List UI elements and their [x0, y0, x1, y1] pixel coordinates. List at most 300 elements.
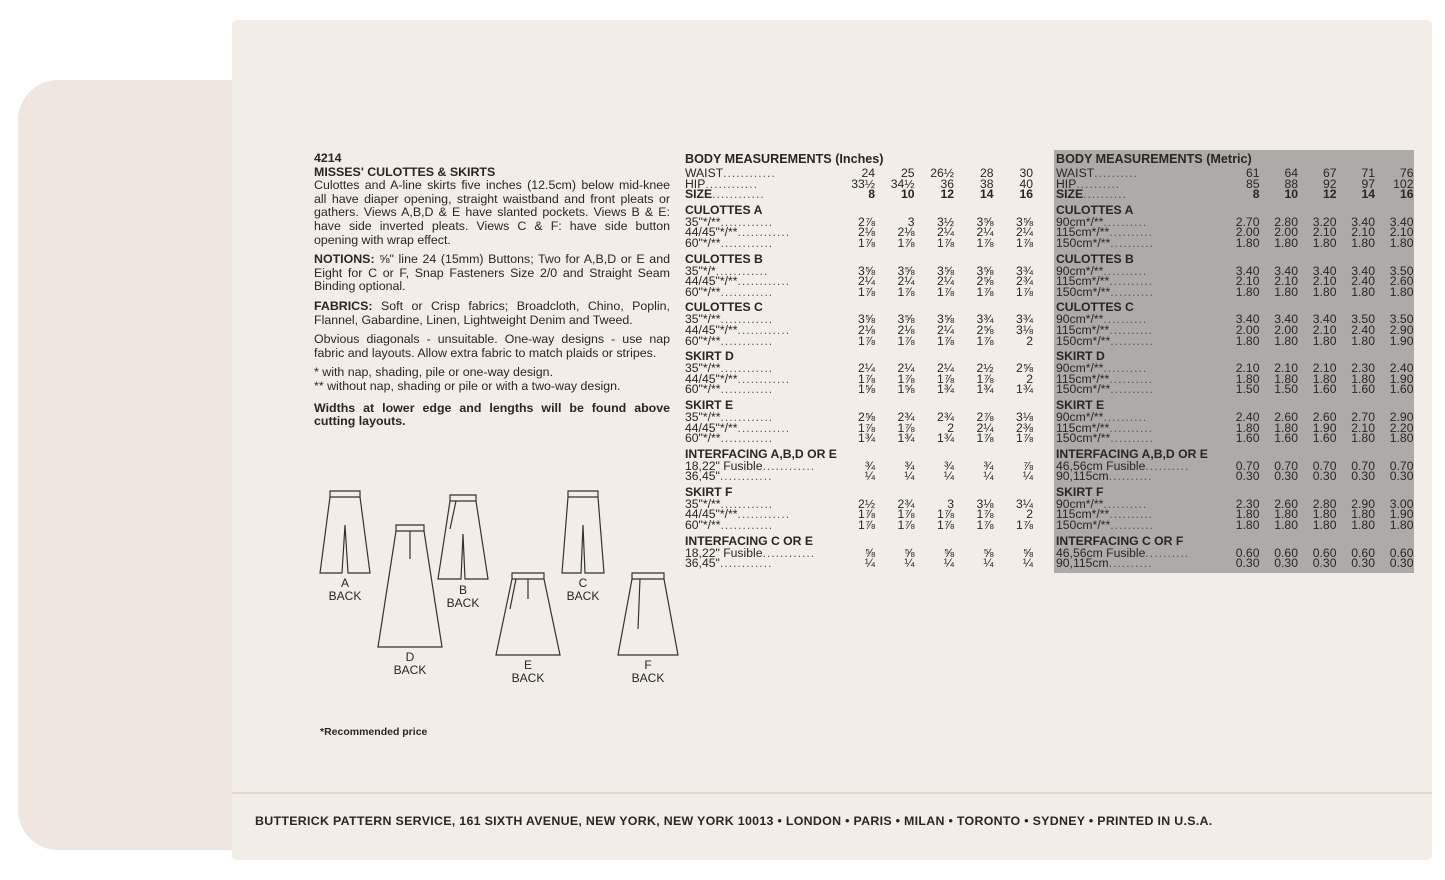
leader-dots: ............: [715, 263, 769, 278]
size-value: 2¼: [858, 361, 875, 376]
size-value: 2.90: [1389, 322, 1414, 337]
leader-dots: ............: [720, 214, 774, 229]
size-value: 2.40: [1351, 274, 1375, 289]
row-values: [836, 471, 1034, 482]
size-value: 14: [979, 187, 994, 202]
size-value: 0.60: [1312, 545, 1337, 560]
size-value: 2.20: [1389, 420, 1414, 435]
measurement-row: [685, 189, 1033, 200]
size-value: 2.80: [1274, 214, 1298, 229]
size-value: 3⅝: [897, 263, 915, 278]
size-value: 88: [1284, 176, 1298, 191]
size-value: 3.20: [1312, 214, 1337, 229]
leader-dots: ............: [720, 496, 774, 511]
size-value: ⅞: [1022, 458, 1033, 473]
size-value: 2.60: [1274, 496, 1298, 511]
size-value: 2.00: [1274, 322, 1298, 337]
row-label-text: 150cm*/**: [1056, 382, 1111, 397]
size-value: 1⅞: [937, 518, 954, 533]
size-value: 64: [1284, 166, 1298, 180]
size-value: 1¾: [1016, 382, 1033, 397]
size-value: 0.70: [1351, 458, 1375, 473]
culotte-c-drawing: [548, 485, 618, 577]
size-value: 2.00: [1235, 322, 1260, 337]
size-value: 2.80: [1312, 496, 1337, 511]
description-text: Culottes and A-line skirts five inches (12.5cm) below mid-knee all have diaper opening, straight waistband and front pleats or gathers. Views A,B,D & E have slanted pockets. Views B & E: have side inverted pleats. Views C & F: have side button opening with wrap effect.: [314, 178, 670, 247]
leader-dots: ............: [762, 545, 816, 560]
section-heading: SKIRT D: [1056, 349, 1105, 364]
size-value: 2.10: [1389, 225, 1414, 240]
measurement-row: [1054, 471, 1414, 482]
size-value: 1⅞: [937, 507, 954, 522]
size-value: 3.40: [1235, 263, 1260, 278]
leader-dots: ..........: [1083, 187, 1127, 202]
measurement-row: [1054, 284, 1414, 299]
size-value: 0.60: [1351, 545, 1375, 560]
size-value: 2¼: [897, 361, 915, 376]
view-a: [310, 485, 380, 603]
fabrics-text: Soft or Crisp fabrics; Broadcloth, Chino, Poplin, Flannel, Gabardine, Linen, Lightweight Denim and Tweed.: [314, 298, 670, 327]
size-value: 1.80: [1235, 518, 1260, 533]
leader-dots: ............: [737, 225, 791, 240]
size-value: 1⅞: [1016, 518, 1033, 533]
size-value: 2¼: [976, 420, 994, 435]
row-label-text: WAIST: [1056, 166, 1095, 180]
size-value: 1⅝: [858, 382, 875, 397]
section-heading: SKIRT F: [1056, 484, 1104, 499]
size-value: 1⅞: [937, 235, 954, 250]
view-d-label: BACK: [393, 663, 427, 677]
size-value: 3.40: [1312, 312, 1337, 327]
leader-dots: ............: [737, 371, 791, 386]
size-value: 1.80: [1274, 333, 1298, 348]
size-value: 3⅝: [1016, 214, 1033, 229]
row-label: [1056, 558, 1221, 569]
row-label-text: 46,56cm Fusible: [1056, 545, 1146, 560]
row-label-text: SIZE: [685, 187, 713, 202]
size-value: 1⅞: [937, 371, 954, 386]
size-value: 0.30: [1235, 469, 1260, 484]
row-label: [685, 189, 835, 200]
measurement-row: [1054, 520, 1414, 531]
view-c-label: BACK: [566, 589, 600, 603]
row-values: [836, 189, 1034, 200]
size-value: 1.80: [1312, 518, 1337, 533]
price-note: *Recommended price: [320, 726, 428, 738]
leader-dots: ..........: [1109, 322, 1154, 337]
row-values: [1221, 433, 1414, 444]
measurement-row: [685, 471, 1033, 482]
leader-dots: ............: [720, 284, 774, 299]
row-label-text: 115cm*/**: [1056, 371, 1110, 386]
leader-dots: ............: [719, 469, 773, 484]
size-value: 0.60: [1274, 545, 1298, 560]
size-value: 2¼: [858, 274, 875, 289]
size-value: 3⅛: [1016, 322, 1033, 337]
size-value: 2.90: [1389, 409, 1414, 424]
row-values: [836, 520, 1034, 531]
leader-dots: ............: [762, 458, 816, 473]
leader-dots: ............: [720, 518, 774, 533]
row-label-text: 115cm*/**: [1056, 274, 1110, 289]
size-value: 2⅛: [897, 225, 915, 240]
size-value: 1.80: [1235, 507, 1260, 522]
size-value: 1⅞: [976, 333, 994, 348]
row-values: [836, 235, 1034, 250]
row-label: [685, 235, 835, 250]
size-value: 1.80: [1274, 284, 1298, 299]
leader-dots: ............: [720, 312, 774, 327]
size-value: 1.80: [1389, 284, 1414, 299]
leader-dots: ..........: [1103, 496, 1148, 511]
metric-yardage-table: [1054, 150, 1414, 573]
size-value: 1.90: [1389, 333, 1414, 348]
size-value: 2¼: [976, 225, 994, 240]
size-value: 38: [979, 176, 994, 191]
size-value: 1⅞: [897, 420, 915, 435]
row-values: [1221, 333, 1414, 348]
size-value: 1.80: [1235, 420, 1260, 435]
size-value: ⅝: [864, 545, 875, 560]
row-label-text: 150cm*/**: [1056, 284, 1111, 299]
leader-dots: ..........: [1109, 507, 1154, 522]
row-label: [685, 520, 835, 531]
row-label-text: 44/45"*/**: [685, 420, 738, 435]
size-value: 1.90: [1389, 371, 1414, 386]
leader-dots: ..........: [1110, 431, 1155, 446]
leader-dots: ............: [719, 556, 773, 571]
row-label-text: 60"*/**: [685, 431, 721, 446]
section-heading: CULOTTES B: [1056, 251, 1134, 266]
row-label-text: 90cm*/**: [1056, 263, 1104, 278]
size-value: 1.90: [1312, 420, 1337, 435]
size-value: 3⅝: [858, 263, 875, 278]
row-label: [685, 433, 835, 444]
size-value: 26½: [930, 166, 954, 180]
leader-dots: ............: [712, 187, 765, 202]
size-value: 0.70: [1274, 458, 1298, 473]
section-heading: INTERFACING C OR E: [685, 533, 813, 548]
size-value: 24: [861, 166, 875, 180]
size-value: ¾: [943, 458, 954, 473]
size-value: 0.70: [1235, 458, 1260, 473]
measurement-row: [1054, 189, 1414, 200]
size-value: 1.60: [1274, 431, 1298, 446]
leader-dots: ............: [720, 431, 774, 446]
leader-dots: ..........: [1110, 518, 1155, 533]
size-value: 1⅞: [976, 284, 994, 299]
leader-dots: ..........: [1103, 312, 1148, 327]
leader-dots: ............: [737, 420, 791, 435]
size-value: ¼: [864, 556, 875, 571]
pattern-description: [314, 152, 670, 435]
size-value: 0.30: [1274, 556, 1298, 571]
size-value: 0.30: [1312, 469, 1337, 484]
section-heading: INTERFACING A,B,D OR E: [685, 446, 837, 461]
size-value: 1.60: [1389, 382, 1414, 397]
view-a-label: BACK: [328, 589, 362, 603]
fabrics-label: FABRICS:: [314, 298, 373, 313]
row-label-text: 90cm*/**: [1056, 214, 1104, 229]
size-value: 1.80: [1274, 371, 1298, 386]
size-value: 2.10: [1274, 361, 1298, 376]
row-values: [1221, 384, 1414, 395]
size-value: 0.70: [1389, 458, 1414, 473]
view-e: [490, 569, 566, 685]
size-value: 1⅞: [858, 333, 875, 348]
row-label-text: 60"*/**: [685, 235, 721, 250]
size-value: 1⅞: [858, 507, 875, 522]
leader-dots: ..........: [1076, 176, 1121, 191]
size-value: ¼: [983, 469, 994, 484]
size-value: 10: [900, 187, 915, 202]
size-value: 2.00: [1235, 225, 1260, 240]
size-value: 1⅞: [858, 284, 875, 299]
size-value: 40: [1019, 176, 1033, 191]
leader-dots: ............: [705, 176, 758, 191]
size-value: ¾: [983, 458, 994, 473]
size-value: 1.80: [1235, 333, 1260, 348]
row-label-text: SIZE: [1056, 187, 1084, 202]
publisher-footer: BUTTERICK PATTERN SERVICE, 161 SIXTH AVENUE, NEW YORK, NEW YORK 10013 • LONDON • PARIS • MILAN • TORONTO • SYDNEY • PRINTED IN U.S.A.: [255, 814, 1213, 828]
size-value: 8: [868, 187, 875, 202]
size-value: 1⅞: [858, 420, 875, 435]
size-value: 2¾: [937, 409, 954, 424]
notions-paragraph: [314, 253, 670, 294]
size-value: 1⅞: [897, 507, 915, 522]
section-heading: CULOTTES B: [685, 251, 763, 266]
size-value: 3⅝: [976, 263, 994, 278]
section-heading: INTERFACING C OR F: [1056, 533, 1184, 548]
section-heading: SKIRT D: [685, 349, 734, 364]
row-label: [685, 284, 835, 299]
row-label: [1056, 384, 1221, 395]
size-value: 1.80: [1312, 507, 1337, 522]
size-value: 1.60: [1351, 382, 1375, 397]
view-f: [610, 569, 686, 685]
row-label-text: 60"*/**: [685, 382, 721, 397]
size-value: 2.30: [1351, 361, 1375, 376]
row-label-text: 115cm*/**: [1056, 420, 1110, 435]
envelope-flap: [18, 80, 258, 850]
size-value: 2.70: [1351, 409, 1375, 424]
size-value: 1.80: [1389, 235, 1414, 250]
inches-table-title: BODY MEASUREMENTS (Inches): [685, 152, 884, 166]
size-value: 2½: [976, 361, 994, 376]
size-value: 1⅞: [976, 235, 994, 250]
size-value: 25: [900, 166, 915, 180]
measurement-row: [1054, 433, 1414, 444]
row-label: [1056, 189, 1221, 200]
size-value: 3⅝: [937, 263, 954, 278]
size-value: 2⅞: [858, 214, 875, 229]
size-value: 3.50: [1351, 312, 1375, 327]
row-label-text: 90cm*/**: [1056, 312, 1104, 327]
row-label: [1056, 284, 1221, 299]
leader-dots: ..........: [1109, 420, 1154, 435]
row-values: [1221, 189, 1414, 200]
diagonals-text: Obvious diagonals - unsuitable. One-way designs - use nap fabric and layouts. Allow extra fabric to match plaids or stripes.: [314, 332, 670, 360]
size-value: 0.30: [1274, 469, 1298, 484]
size-value: 1⅞: [897, 371, 915, 386]
row-label-text: 44/45"*/**: [685, 274, 738, 289]
size-value: ⅝: [904, 545, 915, 560]
row-values: [836, 384, 1034, 395]
size-value: 1.80: [1351, 284, 1375, 299]
size-value: 1⅞: [897, 333, 915, 348]
leader-dots: ..........: [1109, 274, 1154, 289]
leader-dots: ..........: [1108, 469, 1153, 484]
measurement-row: [1054, 558, 1414, 569]
size-value: 3.40: [1235, 312, 1260, 327]
size-value: 1⅞: [1016, 284, 1033, 299]
size-value: 1⅞: [976, 431, 994, 446]
envelope-crease: [232, 792, 1432, 794]
leader-dots: ............: [720, 361, 774, 376]
size-value: 2⅛: [858, 322, 875, 337]
row-values: [1221, 284, 1414, 299]
view-f-letter: F: [644, 658, 652, 672]
size-value: 1.50: [1235, 382, 1260, 397]
row-label: [1056, 433, 1221, 444]
row-values: [836, 558, 1034, 569]
measurement-row: [685, 558, 1033, 569]
leader-dots: ..........: [1108, 556, 1153, 571]
leader-dots: ............: [737, 322, 791, 337]
size-value: 2.10: [1351, 420, 1375, 435]
size-value: 1.80: [1351, 333, 1375, 348]
size-value: 76: [1399, 166, 1414, 180]
section-heading: SKIRT E: [1056, 397, 1105, 412]
size-value: 3¾: [976, 312, 994, 327]
size-value: 33½: [851, 176, 875, 191]
size-value: 3⅝: [897, 312, 915, 327]
leader-dots: ..........: [1109, 371, 1154, 386]
row-label-text: 18,22" Fusible: [685, 545, 763, 560]
culotte-a-drawing: [310, 485, 380, 577]
size-value: 2¼: [937, 274, 954, 289]
row-label-text: 150cm*/**: [1056, 518, 1111, 533]
size-value: 2⅛: [897, 322, 915, 337]
size-value: 1.80: [1389, 431, 1414, 446]
size-value: 1.80: [1351, 507, 1375, 522]
size-value: 2.10: [1235, 274, 1260, 289]
size-value: 3.50: [1389, 263, 1414, 278]
size-value: 1¾: [858, 431, 875, 446]
view-e-label: BACK: [511, 671, 545, 685]
row-label: [685, 333, 835, 348]
leader-dots: ............: [720, 235, 774, 250]
size-value: 2.60: [1389, 274, 1414, 289]
size-value: 2¼: [897, 274, 915, 289]
size-value: 2.70: [1235, 214, 1260, 229]
row-label-text: 60"*/**: [685, 518, 721, 533]
size-value: 2½: [858, 496, 875, 511]
leader-dots: ..........: [1103, 214, 1148, 229]
size-value: 8: [1252, 187, 1260, 202]
leader-dots: ..........: [1110, 235, 1155, 250]
size-value: 2⅝: [858, 409, 875, 424]
size-value: 3.40: [1274, 263, 1298, 278]
row-values: [1221, 176, 1414, 191]
size-value: 1.80: [1274, 507, 1298, 522]
skirt-d-drawing: [372, 519, 448, 651]
row-label-text: 90,115cm: [1056, 469, 1109, 484]
section-heading: SKIRT E: [685, 397, 734, 412]
size-value: 3: [907, 214, 915, 229]
notions-label: NOTIONS:: [314, 252, 375, 267]
size-value: 2¼: [1016, 225, 1033, 240]
size-value: 67: [1322, 166, 1337, 180]
size-value: 1⅞: [976, 507, 994, 522]
size-value: 3.40: [1312, 263, 1337, 278]
skirt-f-drawing: [610, 569, 686, 659]
leader-dots: ..........: [1103, 409, 1148, 424]
size-value: 1⅞: [897, 284, 915, 299]
size-value: 0.60: [1389, 545, 1414, 560]
row-label-text: 18,22" Fusible: [685, 458, 763, 473]
size-value: 0.30: [1312, 556, 1337, 571]
row-values: [836, 433, 1034, 444]
row-label-text: 44/45"*/**: [685, 507, 738, 522]
row-label-text: 44/45"*/**: [685, 322, 738, 337]
size-value: 2¼: [937, 322, 954, 337]
size-value: 3.40: [1389, 214, 1414, 229]
size-value: 2.90: [1351, 496, 1375, 511]
size-value: 2.00: [1274, 225, 1298, 240]
size-value: 1⅞: [897, 518, 915, 533]
size-value: ¼: [943, 469, 954, 484]
inches-yardage-table: [685, 150, 1033, 569]
size-value: ¼: [904, 556, 915, 571]
leader-dots: ..........: [1103, 361, 1148, 376]
row-label-text: 44/45"*/**: [685, 371, 738, 386]
row-label-text: 115cm*/**: [1056, 225, 1110, 240]
row-label-text: HIP: [685, 176, 706, 191]
skirt-e-drawing: [490, 569, 566, 659]
size-value: 2.10: [1312, 225, 1337, 240]
size-value: 1.80: [1235, 371, 1260, 386]
leader-dots: ............: [737, 274, 791, 289]
size-value: 2.10: [1312, 274, 1337, 289]
row-label-text: 35"*/**: [685, 214, 721, 229]
row-label: [1056, 520, 1221, 531]
size-value: 0.30: [1235, 556, 1260, 571]
size-value: 2¼: [937, 361, 954, 376]
size-value: 2¼: [937, 225, 954, 240]
size-value: 1⅞: [1016, 431, 1033, 446]
size-value: ¾: [864, 458, 875, 473]
size-value: 1¾: [937, 382, 954, 397]
size-value: 2: [1026, 333, 1033, 348]
size-value: 0.30: [1351, 556, 1375, 571]
size-value: 1.80: [1235, 284, 1260, 299]
size-value: 1.80: [1389, 518, 1414, 533]
size-value: 0.30: [1389, 556, 1414, 571]
size-value: 1.80: [1235, 235, 1260, 250]
row-label-text: 90cm*/**: [1056, 361, 1104, 376]
size-value: 1.60: [1312, 382, 1337, 397]
size-value: 85: [1245, 176, 1260, 191]
row-values: [1221, 520, 1414, 531]
size-value: ⅝: [1022, 545, 1033, 560]
size-value: 14: [1361, 187, 1375, 202]
size-value: 12: [1322, 187, 1337, 202]
size-value: 2.30: [1235, 496, 1260, 511]
leader-dots: ..........: [1094, 166, 1139, 180]
row-values: [836, 284, 1034, 299]
row-label-text: WAIST: [685, 166, 724, 180]
